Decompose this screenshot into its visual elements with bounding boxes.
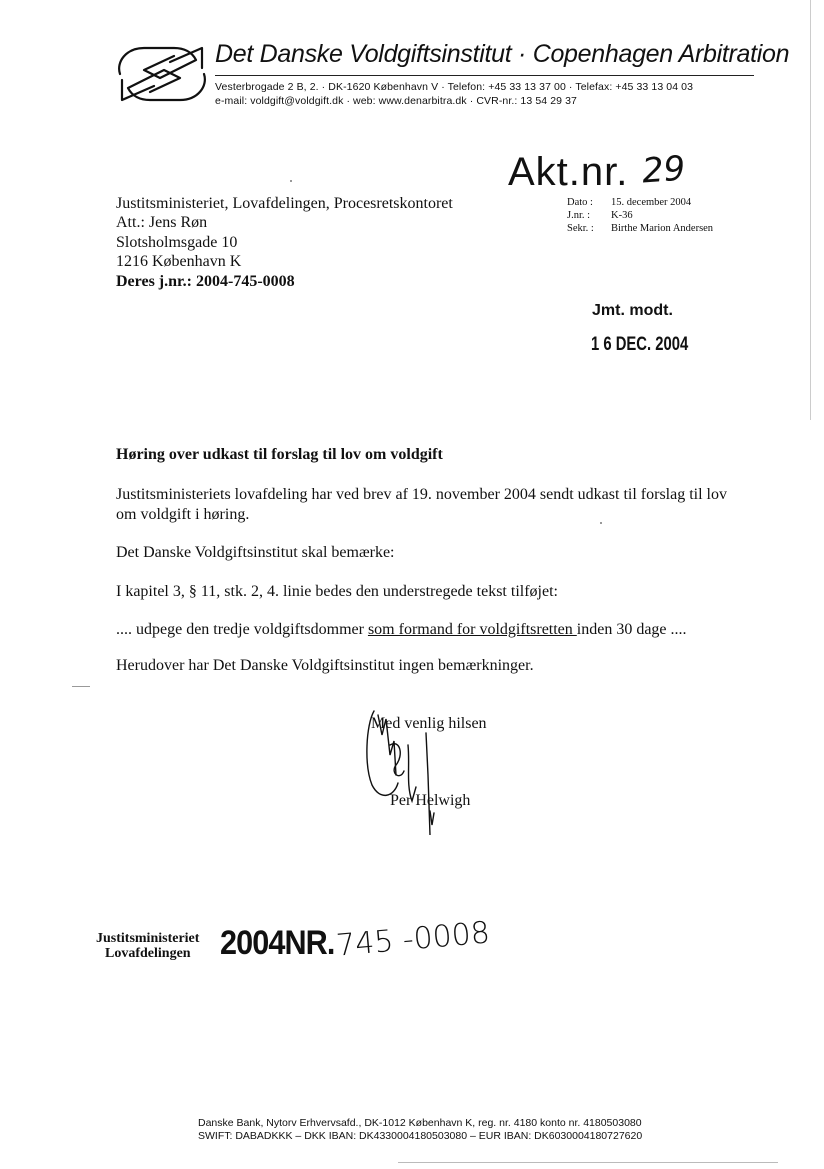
paragraph-4 (116, 620, 687, 640)
ministry-stamp-number: 2004NR. (220, 924, 335, 962)
paragraph-5: Herudover har Det Danske Voldgiftsinstitut ingen bemærkninger. (116, 657, 534, 674)
jnr-label: J.nr. : (567, 210, 591, 221)
akt-nr-handwritten: 29 (640, 148, 687, 192)
recipient-line-3: Slotsholmsgade 10 (116, 234, 238, 251)
received-stamp-label: Jmt. modt. (592, 302, 673, 319)
date-value: 15. december 2004 (611, 197, 692, 208)
date-label: Dato : (567, 197, 593, 208)
paragraph-2: Det Danske Voldgiftsinstitut skal bemærke: (116, 544, 395, 561)
header-divider (215, 75, 754, 76)
received-stamp-date: 1 6 DEC. 2004 (591, 334, 689, 355)
ministry-stamp-line-2: Lovafdelingen (105, 946, 191, 961)
recipient-line-2: Att.: Jens Røn (116, 214, 208, 231)
paragraph-4-after: inden 30 dage .... (576, 621, 687, 638)
signer-name: Per Helwigh (390, 792, 471, 809)
recipient-reference: Deres j.nr.: 2004-745-0008 (116, 273, 295, 290)
paragraph-1: Justitsministeriets lovafdeling har ved brev af 19. november 2004 sendt udkast til forslag til lov om voldgift i høring. (116, 486, 727, 523)
scan-speck (600, 522, 602, 524)
contact-line: Vesterbrogade 2 B, 2. · DK-1620 København V · Telefon: +45 33 13 37 00 · Telefax: +45 33 13 04 03 (215, 81, 694, 93)
footer-bank-line: Danske Bank, Nytorv Erhvervsafd., DK-1012 København K, reg. nr. 4180 konto nr. 4180503080 (198, 1117, 642, 1129)
footer-iban-line: SWIFT: DABADKKK – DKK IBAN: DK4330004180503080 – EUR IBAN: DK6030004180727620 (198, 1130, 643, 1142)
secretary-value: Birthe Marion Andersen (611, 223, 714, 234)
jnr-value: K-36 (611, 210, 633, 221)
logo-icon (114, 42, 210, 106)
recipient-line-1: Justitsministeriet, Lovafdelingen, Procesretskontoret (116, 195, 453, 212)
closing-text: Med venlig hilsen (371, 715, 487, 732)
scan-edge-line (810, 0, 811, 420)
handwritten-signature (360, 705, 450, 835)
paragraph-4-before: .... udpege den tredje voldgiftsdommer (116, 621, 368, 638)
web-line: e-mail: voldgift@voldgift.dk · web: www.denarbitra.dk · CVR-nr.: 13 54 29 37 (215, 95, 577, 107)
letter-subject: Høring over udkast til forslag til lov om voldgift (116, 446, 443, 463)
institute-logo (114, 42, 210, 106)
secretary-label: Sekr. : (567, 223, 594, 234)
akt-nr-label: Akt.nr. (508, 150, 629, 194)
scan-edge-line (398, 1162, 778, 1163)
paragraph-4-underlined: som formand for voldgiftsretten (367, 621, 577, 638)
ministry-stamp-line-1: Justitsministeriet (96, 931, 200, 946)
institute-name: Det Danske Voldgiftsinstitut · Copenhagen Arbitration (215, 40, 790, 68)
ministry-stamp-handwritten: 745 -0008 (334, 915, 492, 964)
recipient-line-4: 1216 København K (116, 253, 242, 270)
paragraph-3: I kapitel 3, § 11, stk. 2, 4. linie bedes den understregede tekst tilføjet: (116, 583, 558, 600)
scan-speck (72, 686, 90, 687)
signature-icon (360, 705, 450, 835)
scan-speck (290, 180, 292, 182)
